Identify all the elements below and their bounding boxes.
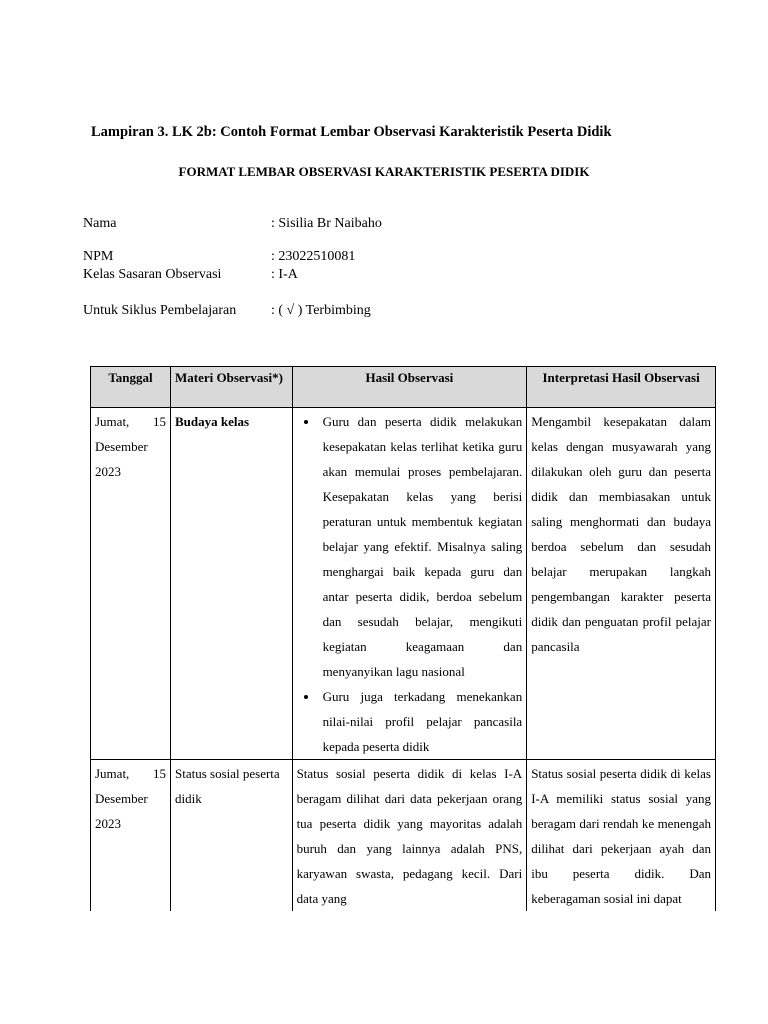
siklus-value: : ( √ ) Terbimbing [271, 303, 371, 318]
header-interpretasi: Interpretasi Hasil Observasi [527, 367, 716, 408]
kelas-value: : I-A [271, 267, 298, 282]
npm-label: NPM [83, 249, 114, 264]
header-materi: Materi Observasi*) [170, 367, 292, 408]
table-row [91, 760, 716, 912]
cell-materi: Status sosial peserta didik [170, 760, 292, 912]
cell-tanggal: Jumat, 15 Desember 2023 [91, 760, 171, 912]
appendix-heading: Lampiran 3. LK 2b: Contoh Format Lembar Observasi Karakteristik Peserta Didik [91, 124, 612, 140]
kelas-label: Kelas Sasaran Observasi [83, 267, 222, 282]
header-tanggal: Tanggal [91, 367, 171, 408]
nama-value: : Sisilia Br Naibaho [271, 216, 382, 231]
siklus-label: Untuk Siklus Pembelajaran [83, 303, 237, 318]
npm-value: : 23022510081 [271, 249, 356, 264]
cell-tanggal: Jumat, 15 Desember 2023 [91, 408, 171, 760]
page-bottom-margin [0, 930, 768, 1024]
cell-interpretasi: Mengambil kesepakatan dalam kelas dengan musyawarah yang dilakukan oleh guru dan peserta didik dan membiasakan untuk saling menghormati dan budaya berdoa sebelum dan sesudah belajar merupakan langkah pengembangan karakter peserta didik dan penguatan profil pelajar pancasila [527, 408, 716, 760]
hasil-bullet-list [297, 409, 523, 759]
table-header-row [91, 367, 716, 408]
nama-label: Nama [83, 216, 117, 231]
observation-table [90, 366, 716, 911]
cell-hasil [292, 408, 527, 760]
hasil-bullet-item: • Guru dan peserta didik melakukan kesepakatan kelas terlihat ketika guru akan memulai proses pembelajaran. Kesepakatan kelas yang berisi peraturan untuk membentuk kegiatan belajar yang efektif. Misalnya saling menghargai baik kepada guru dan antar peserta didik, berdoa sebelum dan sesudah belajar, mengikuti kegiatan keagamaan dan menyanyikan lagu nasional [319, 409, 523, 684]
hasil-bullet-item: • Guru juga terkadang menekankan nilai-nilai profil pelajar pancasila kepada peserta didik [319, 684, 523, 759]
cell-hasil: Status sosial peserta didik di kelas I-A beragam dilihat dari data pekerjaan orang tua peserta didik yang mayoritas adalah buruh dan yang lainnya adalah PNS, karyawan swasta, pedagang kecil. Dari data yang [292, 760, 527, 912]
table-row [91, 408, 716, 760]
form-title: FORMAT LEMBAR OBSERVASI KARAKTERISTIK PESERTA DIDIK [178, 164, 590, 179]
cell-materi: Budaya kelas [170, 408, 292, 760]
cell-interpretasi: Status sosial peserta didik di kelas I-A memiliki status sosial yang beragam dari rendah ke menengah dilihat dari pekerjaan ayah dan ibu peserta didik. Dan keberagaman sosial ini dapat [527, 760, 716, 912]
header-hasil: Hasil Observasi [292, 367, 527, 408]
